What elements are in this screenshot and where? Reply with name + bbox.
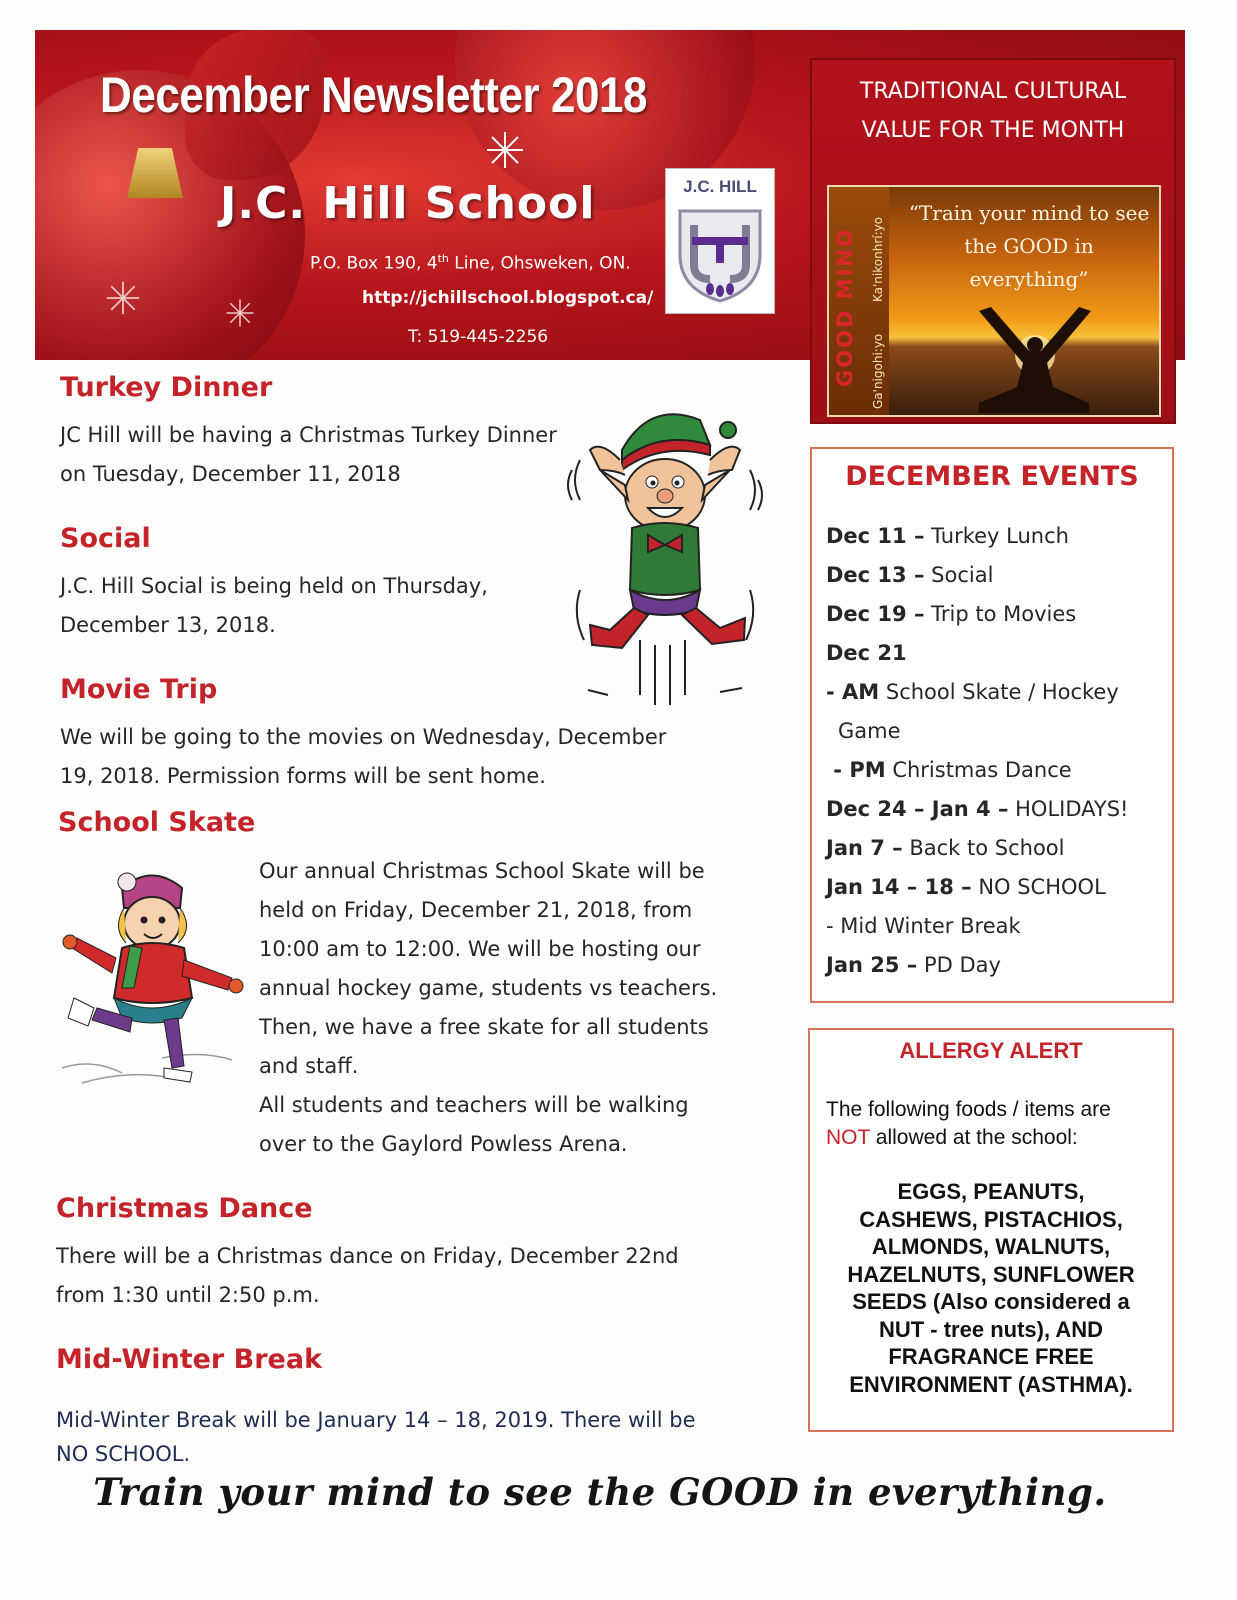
allergen-line: FRAGRANCE FREE [888,1344,1094,1369]
event-item [826,868,1166,907]
mid-winter-break-text [56,1403,796,1471]
mid-winter-break-line: NO SCHOOL. [56,1442,191,1466]
cultural-value-title-line: TRADITIONAL CULTURAL [859,79,1127,104]
event-date: Jan 7 – [826,836,903,860]
cultural-quote [901,197,1157,296]
christmas-dance-line: from 1:30 until 2:50 p.m. [56,1283,320,1307]
school-skate-text [259,852,759,1164]
movie-trip-text [60,718,760,796]
school-skate-line: held on Friday, December 21, 2018, from [259,898,693,922]
address-prefix: P.O. Box 190, 4 [310,253,438,274]
good-mind-label-strip [829,187,889,415]
events-list [826,517,1166,985]
school-skate-line: All students and teachers will be walking [259,1093,689,1117]
jumping-elf-illustration [560,400,770,710]
school-name: J.C. Hill School [220,178,596,229]
event-item [826,907,1166,946]
movie-trip-heading: Movie Trip [60,674,218,705]
school-skate-heading: School Skate [58,807,256,838]
cultural-value-title-line: VALUE FOR THE MONTH [861,118,1125,143]
december-events-title: DECEMBER EVENTS [845,461,1139,492]
event-item [826,751,1166,790]
cultural-value-box [810,58,1176,424]
turkey-dinner-line: on Tuesday, December 11, 2018 [60,462,401,486]
social-line: J.C. Hill Social is being held on Thursday, [60,574,488,598]
event-item [826,556,1166,595]
event-item [826,790,1166,829]
skating-girl-illustration [52,868,252,1098]
event-item [826,829,1166,868]
allergen-line: CASHEWS, PISTACHIOS, [859,1206,1123,1232]
logo-text: J.C. HILL [683,177,757,196]
event-description: Trip to Movies [924,602,1077,626]
event-date: Dec 21 [826,641,907,665]
allergy-intro-line [826,1124,1166,1152]
cultural-value-title [812,72,1174,150]
turkey-dinner-text [60,416,600,494]
christmas-dance-text [56,1237,776,1315]
quote-line: the GOOD in [964,234,1094,258]
allergy-intro-line: The following foods / items are [826,1098,1111,1121]
event-item [826,946,1166,985]
turkey-dinner-heading: Turkey Dinner [60,372,273,403]
social-heading: Social [60,523,151,554]
quote-line: “Train your mind to see [908,201,1150,225]
movie-trip-line: We will be going to the movies on Wednesday, December [60,725,667,749]
address-suffix: Line, Ohsweken, ON. [448,253,631,274]
allergy-alert-title: ALLERGY ALERT [899,1038,1083,1063]
allergen-line: ENVIRONMENT (ASTHMA). [849,1371,1133,1397]
school-skate-line: 10:00 am to 12:00. We will be hosting our [259,937,701,961]
allergen-line: HAZELNUTS, SUNFLOWER [847,1261,1135,1287]
school-skate-line: annual hockey game, students vs teachers. [259,976,718,1000]
school-skate-line: Our annual Christmas School Skate will be [259,859,705,883]
social-line: December 13, 2018. [60,613,276,637]
event-date: Dec 13 – [826,563,925,587]
school-skate-line: over to the Gaylord Powless Arena. [259,1132,628,1156]
event-date: Jan 14 – 18 – [826,875,972,899]
event-date: - PM [826,758,886,782]
allergy-not-emphasis: NOT [826,1126,870,1149]
event-item [826,595,1166,634]
mohawk-term: Ka'nikonhrí:yo [871,216,885,302]
snowflake-icon [225,298,255,328]
allergen-line: SEEDS (Also considered a [852,1289,1130,1314]
social-text [60,567,560,645]
event-date: - AM [826,680,880,704]
snowflake-icon [485,130,525,170]
event-date: Dec 11 – [826,524,925,548]
quote-line: everything” [969,267,1089,291]
footer-motto: Train your mind to see the GOOD in everything. [93,1470,1107,1514]
event-description: NO SCHOOL [971,875,1106,899]
event-item [826,634,1166,673]
allergen-line: NUT - tree nuts), AND [878,1316,1104,1342]
event-description: School Skate / Hockey [879,680,1119,704]
event-description: Christmas Dance [885,758,1072,782]
movie-trip-line: 19, 2018. Permission forms will be sent home. [60,764,546,788]
school-logo [665,168,775,314]
event-date: Jan 25 – [826,953,918,977]
snowflake-icon [105,280,141,316]
school-phone: T: 519-445-2256 [408,327,549,347]
event-description: HOLIDAYS! [1008,797,1129,821]
event-description: PD Day [917,953,1001,977]
school-skate-line: Then, we have a free skate for all students [259,1015,709,1039]
december-events-box [810,447,1174,1003]
meditating-person-silhouette-icon [939,307,1139,413]
event-date: Dec 19 – [826,602,925,626]
school-skate-line: and staff. [259,1054,359,1078]
good-mind-label: GOOD MIND [833,227,857,387]
newsletter-title: December Newsletter 2018 [100,67,648,123]
christmas-dance-heading: Christmas Dance [56,1193,313,1224]
allergy-alert-box [808,1028,1174,1432]
good-mind-sunset-image [827,185,1161,417]
school-crest-icon [674,205,766,305]
event-description: Turkey Lunch [924,524,1069,548]
cayuga-term: Ga'nigohi:yo [871,333,885,409]
allergen-list [818,1178,1164,1398]
allergy-intro-rest: allowed at the school: [869,1126,1078,1149]
event-description: Social [924,563,994,587]
school-website-link[interactable]: http://jchillschool.blogspot.ca/ [362,288,654,308]
address-superscript: th [437,252,449,265]
event-date: Dec 24 – Jan 4 – [826,797,1009,821]
allergen-line: ALMONDS, WALNUTS, [871,1234,1111,1259]
turkey-dinner-line: JC Hill will be having a Christmas Turkey Dinner [60,423,557,447]
allergen-line: EGGS, PEANUTS, [897,1179,1085,1204]
event-item [826,673,1166,712]
allergy-intro [826,1096,1166,1152]
event-description: Back to School [902,836,1065,860]
event-description: Game [838,719,901,743]
event-item [826,517,1166,556]
mid-winter-break-heading: Mid-Winter Break [56,1344,323,1375]
school-address [310,252,631,274]
christmas-dance-line: There will be a Christmas dance on Friday, December 22nd [56,1244,679,1268]
event-description: - Mid Winter Break [826,914,1021,938]
mid-winter-break-line: Mid-Winter Break will be January 14 – 18, 2019. There will be [56,1408,696,1432]
event-item [826,712,1166,751]
